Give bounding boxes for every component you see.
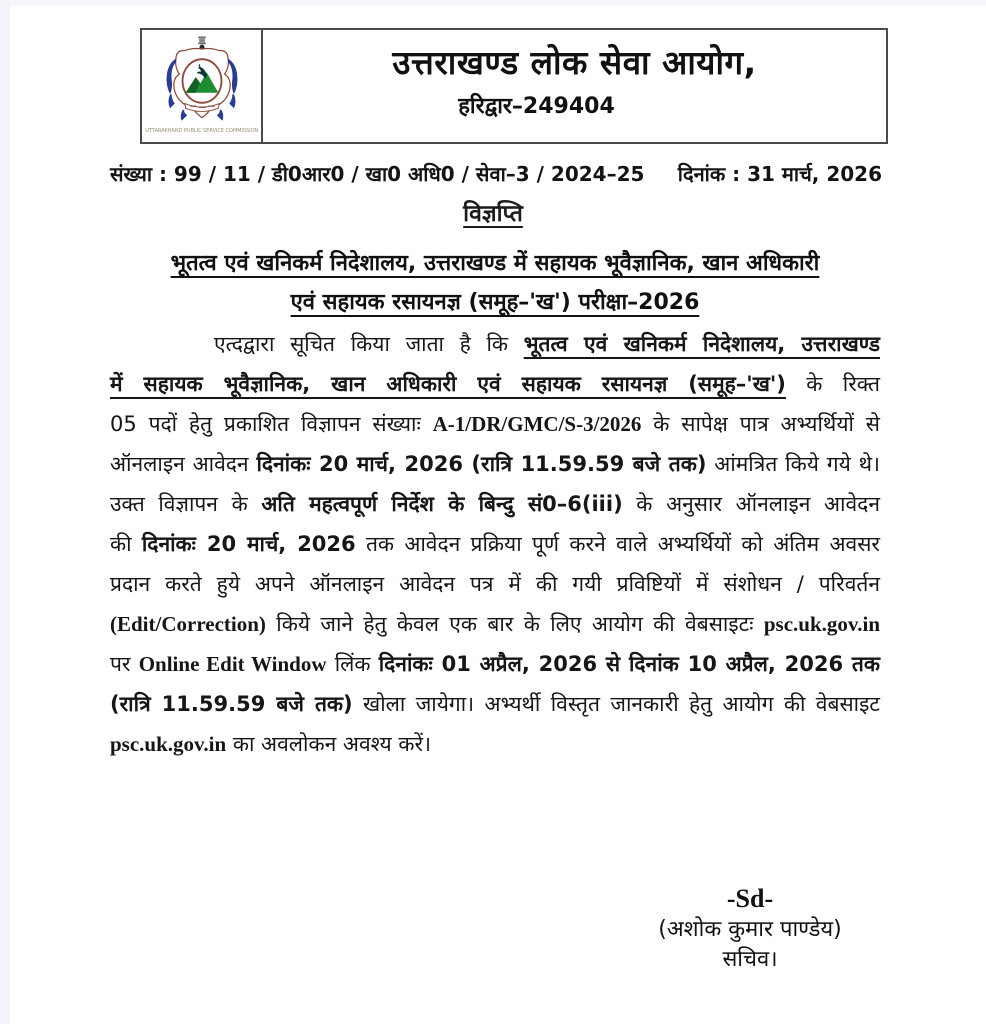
body-text-segment: दिनांकः 20 मार्च, 2026	[141, 532, 356, 556]
body-text-segment: किये जाने हेतु केवल एक बार के लिए आयोग की वेबसाइटः	[265, 612, 764, 636]
ukpsc-emblem-icon	[159, 35, 245, 127]
body-text-segment: 05 पदों हेतु प्रकाशित विज्ञापन संख्याः	[110, 412, 433, 436]
signature-sd: -Sd-	[726, 884, 774, 913]
body-line	[110, 524, 880, 564]
body-text-segment: में सहायक भूवैज्ञानिक, खान अधिकारी एवं सहायक रसायनज्ञ (समूह–'ख')	[110, 372, 786, 396]
body-line	[110, 404, 880, 444]
body-text-segment: तक आवेदन प्रक्रिया पूर्ण करने वाले अभ्यर्थियों को अंतिम अवसर	[355, 532, 881, 556]
body-text-segment: ऑनलाइन आवेदन	[110, 452, 257, 476]
body-text-segment: के अनुसार ऑनलाइन आवेदन	[622, 492, 880, 516]
body-line	[110, 444, 880, 484]
logo-caption: UTTARAKHAND PUBLIC SERVICE COMMISSION	[144, 127, 259, 133]
body-line	[110, 684, 880, 724]
body-line	[110, 324, 880, 364]
meta-row	[110, 160, 882, 187]
body-line	[110, 644, 880, 684]
letterhead-text	[263, 30, 886, 142]
body-text-segment: खोला जायेगा। अभ्यर्थी विस्तृत जानकारी हेतु आयोग की वेबसाइट	[352, 692, 880, 716]
notice-title: विज्ञप्ति	[463, 201, 523, 227]
logo-cell	[142, 30, 263, 142]
body-text-segment: का अवलोकन अवश्य करें।	[226, 732, 432, 756]
body-text-segment: (रात्रि 11.59.59 बजे तक)	[110, 692, 353, 716]
signatory-designation: सचिव।	[722, 947, 778, 972]
body-text-segment: पर	[110, 652, 139, 676]
body-text-segment: A-1/DR/GMC/S-3/2026	[432, 412, 642, 436]
body-text-segment: Online Edit Window	[138, 652, 327, 676]
body-text-segment: दिनांकः 20 मार्च, 2026 (रात्रि 11.59.59 बजे तक)	[256, 452, 707, 476]
body-text-segment: उक्त विज्ञापन के	[110, 492, 262, 516]
org-address: हरिद्वार–249404	[458, 93, 615, 119]
org-name: उत्तराखण्ड लोक सेवा आयोग,	[392, 42, 757, 82]
page-edge-shadow-left	[0, 0, 10, 1024]
notice-title-wrap	[0, 196, 986, 228]
body-text-segment: psc.uk.gov.in	[763, 612, 880, 636]
body-line	[110, 724, 880, 764]
body-text-segment: के रिक्त	[785, 372, 881, 396]
subject-heading	[100, 244, 890, 322]
letterhead	[140, 28, 888, 144]
body-text-segment: (Edit/Correction)	[110, 612, 266, 636]
body-text-segment: दिनांकः 01 अप्रैल, 2026 से दिनांक 10 अप्रैल, 2026 तक	[378, 652, 881, 676]
body-line	[110, 364, 880, 404]
body-text-segment: आंमत्रित किये गये थे।	[706, 452, 880, 476]
body-line	[110, 484, 880, 524]
body-line	[110, 604, 880, 644]
signature-block	[615, 884, 885, 975]
signatory-name: (अशोक कुमार पाण्डेय)	[658, 917, 842, 942]
body-text-segment: प्रदान करते हुये अपने ऑनलाइन आवेदन पत्र में की गयी प्रविष्टियों में संशोधन / परिवर्तन	[110, 572, 880, 596]
body-text-segment: भूतत्व एवं खनिकर्म निदेशालय, उत्तराखण्ड	[523, 332, 880, 356]
body-line	[110, 564, 880, 604]
body-text-segment: psc.uk.gov.in	[110, 732, 227, 756]
body-text-segment: एत्दद्वारा सूचित किया जाता है कि	[214, 332, 524, 356]
body-text-segment: अति महत्वपूर्ण निर्देश के बिन्दु सं0–6(iii)	[261, 492, 623, 516]
page-edge-shadow-top	[0, 0, 986, 6]
body-text-segment: के सापेक्ष पात्र अभ्यर्थियों से	[641, 412, 880, 436]
notice-body	[110, 324, 880, 764]
body-text-segment: लिंक	[326, 652, 379, 676]
subject-line-1: भूतत्व एवं खनिकर्म निदेशालय, उत्तराखण्ड में सहायक भूवैज्ञानिक, खान अधिकारी	[170, 251, 820, 276]
reference-number: संख्या : 99 / 11 / डी0आर0 / खा0 अधि0 / सेवा–3 / 2024–25	[110, 162, 645, 186]
notice-date: दिनांक : 31 मार्च, 2026	[677, 162, 882, 186]
subject-line-2: एवं सहायक रसायनज्ञ (समूह–'ख') परीक्षा–2026	[290, 290, 700, 315]
body-text-segment: की	[110, 532, 142, 556]
